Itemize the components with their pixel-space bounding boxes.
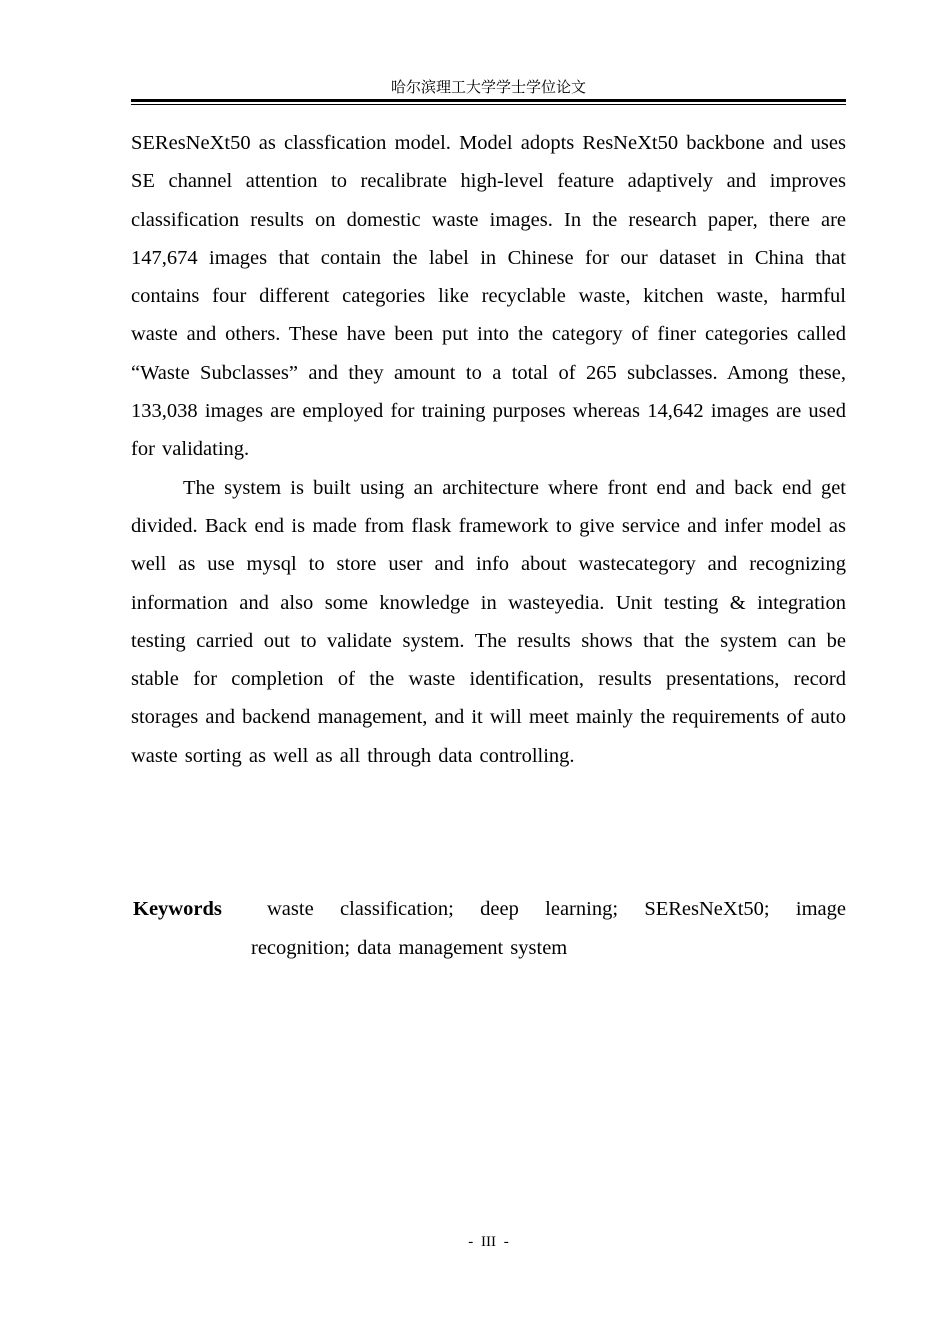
header-rule-thick (131, 99, 846, 102)
keywords-label: Keywords (133, 898, 222, 920)
abstract-body (131, 124, 846, 775)
header-rule-thin (131, 104, 846, 105)
page-number: - III - (468, 1234, 509, 1250)
running-header: 哈尔滨理工大学学士学位论文 (390, 80, 586, 96)
abstract-paragraph-1: SEResNeXt50 as classfication model. Model adopts ResNeXt50 backbone and uses SE channel attention to recalibrate high-level feature adaptively and improves classification results on domestic waste images. In the research paper, there are 147,674 images that contain the label in Chinese for our dataset in China that contains four different categories like recyclable waste, kitchen waste, harmful waste and others. These have been put into the category of finer categories called “Waste Subclasses” and they amount to a total of 265 subclasses. Among these, 133,038 images are employed for training purposes whereas 14,642 images are used for validating. (131, 132, 846, 461)
keywords-text: waste classification; deep learning; SEResNeXt50; image recognition; data management system (251, 898, 846, 959)
keywords-block (131, 890, 846, 968)
abstract-paragraph-2: The system is built using an architecture where front end and back end get divided. Back end is made from flask framework to give service and infer model as well as use mysql to store user and info about wastecategory and recognizing information and also some knowledge in wasteyedia. Unit testing & integration testing carried out to validate system. The results shows that the system can be stable for completion of the waste identification, results presentations, record storages and backend management, and it will meet mainly the requirements of auto waste sorting as well as all through data controlling. (131, 476, 846, 767)
